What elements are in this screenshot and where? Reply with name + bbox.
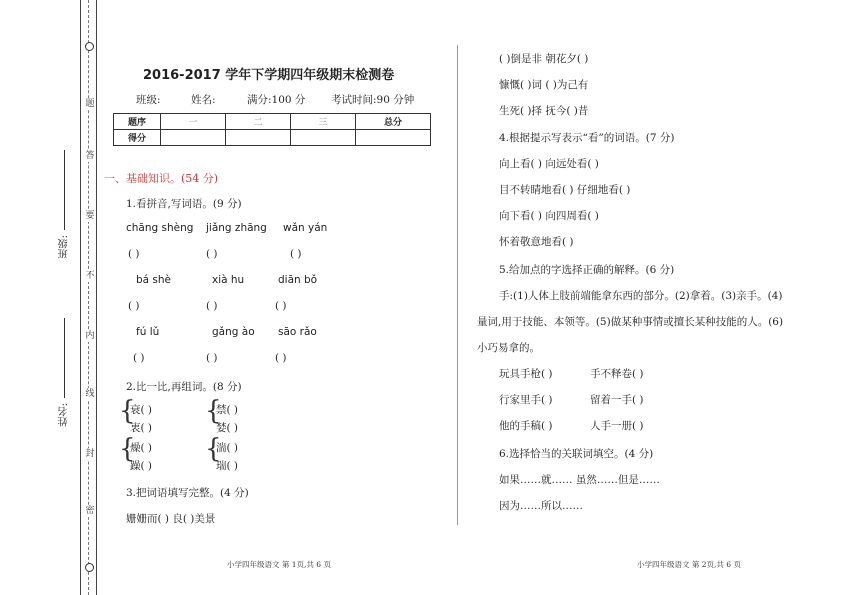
binding-char-3: 要 [85,211,95,221]
binding-line-left [80,0,81,595]
conjunction-options: 如果……就…… 虽然……但是…… [499,474,660,486]
compare-item[interactable]: 禁( ) [216,404,239,416]
answer-blank[interactable]: ( ) [128,248,140,260]
score-cell-header: 一 [161,114,226,130]
answer-blank[interactable]: ( ) [133,352,145,364]
name-field-label: 姓名: [59,403,70,427]
score-table-score-row [114,130,431,146]
pinyin: jiǎng zhāng [206,222,267,234]
answer-blank[interactable]: ( ) [275,300,287,312]
section-heading: 一、基础知识。(54 分) [104,172,219,185]
pinyin: chāng shèng [126,222,194,234]
fill-line[interactable]: 向上看( ) 向远处看( ) [499,158,599,170]
pinyin: wǎn yán [283,222,328,234]
choice-item[interactable]: 手不释卷( ) [590,368,644,380]
binding-char-1: 题 [85,99,95,109]
conjunction-options: 因为……所以…… [499,500,583,512]
brace-icon: { [119,434,136,464]
score-table-header-row [114,114,431,130]
pinyin: sāo rǎo [278,326,317,338]
question-6-label: 6.选择恰当的关联词填空。(4 分) [499,448,654,460]
binding-char-5: 内 [85,331,95,341]
choice-item[interactable]: 人手一册( ) [590,420,644,432]
compare-item[interactable]: 婪( ) [216,422,239,434]
score-cell-input[interactable] [161,130,226,146]
score-cell-header: 二 [226,114,291,130]
compare-item[interactable]: 瑞( ) [216,460,239,472]
binding-hole-top [85,42,94,51]
definition-text: 量词,用于技能、本领等。(5)做某种事情或擅长某种技能的人。(6) [477,316,784,328]
class-label: 班级: [136,94,161,106]
question-5-label: 5.给加点的字选择正确的解释。(6 分) [499,264,675,276]
definition-text: 手:(1)人体上肢前端能拿东西的部分。(2)拿着。(3)亲手。(4) [499,290,783,302]
fill-line[interactable]: 目不转睛地看( ) 仔细地看( ) [499,184,631,196]
compare-item[interactable]: 衷( ) [130,422,153,434]
score-cell-input[interactable] [226,130,291,146]
pinyin: xià hu [212,274,245,286]
score-cell-header: 总分 [356,114,431,130]
answer-blank[interactable]: ( ) [128,300,140,312]
fill-line[interactable]: ( )倒是非 朝花夕( ) [499,53,589,65]
name-label: 姓名: [191,94,216,106]
question-2-label: 2.比一比,再组词。(8 分) [126,381,242,393]
brace-icon: { [119,396,136,426]
class-field-label: 班级: [59,235,70,259]
answer-blank[interactable]: ( ) [206,300,218,312]
choice-item[interactable]: 玩具手枪( ) [499,368,553,380]
answer-blank[interactable]: ( ) [275,352,287,364]
pinyin: diān bǒ [278,274,318,286]
pinyin: fú lǔ [136,326,160,338]
binding-char-6: 线 [85,389,95,399]
full-score: 满分:100 分 [247,94,306,106]
choice-item[interactable]: 留着一手( ) [590,394,644,406]
compare-item[interactable]: 衰( ) [130,404,153,416]
binding-char-7: 封 [85,449,95,459]
answer-blank[interactable]: ( ) [290,248,302,260]
choice-item[interactable]: 行家里手( ) [499,394,553,406]
pinyin: gǎng ào [212,326,255,338]
pinyin: bá shè [136,274,172,286]
brace-icon: { [205,396,222,426]
score-cell-label: 得分 [114,130,161,146]
choice-item[interactable]: 他的手稿( ) [499,420,553,432]
binding-line-right [96,0,97,595]
exam-time: 考试时间:90 分钟 [331,94,415,106]
score-table [113,113,431,146]
brace-icon: { [205,434,222,464]
footer-page-right: 小学四年级语文 第 2页,共 6 页 [637,560,741,569]
score-cell-label: 题序 [114,114,161,130]
answer-blank[interactable]: ( ) [206,352,218,364]
binding-char-2: 答 [85,151,95,161]
fill-line[interactable]: 慷慨( )词 ( )为己有 [499,79,589,91]
name-field-line[interactable] [64,318,65,398]
page-title: 2016-2017 学年下学期四年级期末检测卷 [143,68,395,83]
question-3-label: 3.把词语填写完整。(4 分) [126,487,249,499]
compare-item[interactable]: 躁( ) [130,460,153,472]
score-cell-input[interactable] [356,130,431,146]
fill-line[interactable]: 姗姗而( ) 良( )美景 [126,513,216,525]
footer-page-left: 小学四年级语文 第 1页,共 6 页 [227,560,331,569]
score-cell-input[interactable] [291,130,356,146]
answer-blank[interactable]: ( ) [206,248,218,260]
fill-line[interactable]: 向下看( ) 向四周看( ) [499,210,599,222]
question-4-label: 4.根据提示写表示“看”的词语。(7 分) [499,132,675,144]
binding-hole-bottom [85,563,94,572]
binding-char-8: 密 [85,506,95,516]
compare-item[interactable]: 燥( ) [130,442,153,454]
fill-line[interactable]: 怀着敬意地看( ) [499,236,574,248]
class-field-line[interactable] [64,150,65,230]
page-divider [457,45,458,525]
question-1-label: 1.看拼音,写词语。(9 分) [126,198,242,210]
compare-item[interactable]: 湍( ) [216,442,239,454]
fill-line[interactable]: 生死( )择 抚今( )昔 [499,105,589,117]
binding-char-4: 不 [85,271,95,281]
definition-text: 小巧易拿的。 [477,342,540,354]
score-cell-header: 三 [291,114,356,130]
